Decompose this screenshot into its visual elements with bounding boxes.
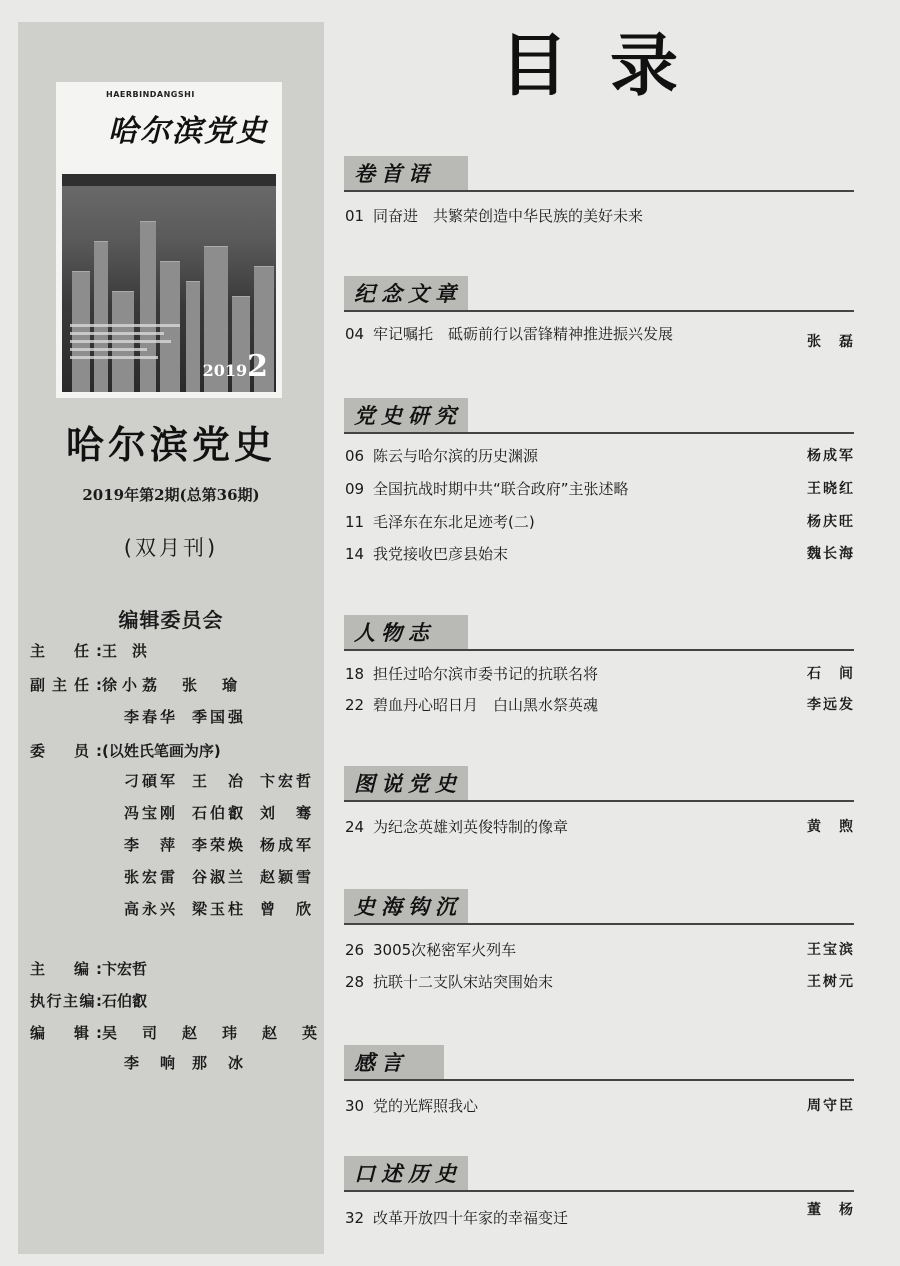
cover-photo bbox=[62, 174, 276, 392]
masthead-panel bbox=[18, 22, 324, 1254]
section-label: 纪念文章 bbox=[344, 276, 468, 312]
board-row-editors2: 李 响 那 冰 bbox=[124, 1054, 247, 1072]
toc-entry[interactable]: 14 我党接收巴彦县始末 魏长海 bbox=[345, 545, 855, 563]
member-row: 张宏雷 谷淑兰 赵颖雪 bbox=[124, 868, 315, 886]
section-rule bbox=[344, 310, 854, 312]
toc-entry[interactable]: 32 改革开放四十年家的幸福变迁 董 杨 bbox=[345, 1202, 855, 1227]
toc-entry[interactable]: 30 党的光辉照我心 周守臣 bbox=[345, 1097, 855, 1115]
building bbox=[94, 241, 108, 392]
cover-latin-title: HAERBINDANGSHI bbox=[106, 90, 195, 99]
board-row-exec: 执行主编:石伯叡 bbox=[30, 992, 148, 1010]
section-rule bbox=[344, 1079, 854, 1081]
magazine-title: 哈尔滨党史 bbox=[65, 423, 276, 467]
toc-entry[interactable]: 28 抗联十二支队宋站突围始末 王树元 bbox=[345, 973, 855, 991]
toc-title: 目录 bbox=[500, 27, 721, 106]
building bbox=[140, 221, 156, 392]
cover-thumbnail bbox=[56, 82, 282, 398]
section-rule bbox=[344, 1190, 854, 1192]
board-row-members: 委 员:(以姓氏笔画为序) bbox=[30, 742, 221, 760]
section-label: 图说党史 bbox=[344, 766, 468, 802]
member-row: 冯宝刚 石伯叡 刘 骞 bbox=[124, 804, 315, 822]
section-label: 党史研究 bbox=[344, 398, 468, 434]
board-row-director: 主 任:王 洪 bbox=[30, 642, 148, 660]
board-row-editors: 编 辑:吴 司 赵 玮 赵 英 bbox=[30, 1024, 323, 1042]
member-row: 刁碩军 王 冶 卞宏哲 bbox=[124, 772, 315, 790]
cover-headline-lines bbox=[70, 324, 180, 364]
toc-entry[interactable]: 11 毛泽东在东北足迹考(二) 杨庆旺 bbox=[345, 513, 855, 531]
member-row: 李 萍 李荣焕 杨成军 bbox=[124, 836, 315, 854]
building bbox=[186, 281, 200, 392]
toc-entry[interactable]: 22 碧血丹心昭日月 白山黑水祭英魂 李远发 bbox=[345, 696, 855, 714]
section-label: 人物志 bbox=[344, 615, 468, 651]
section-rule bbox=[344, 432, 854, 434]
cover-issue-number: 20192 bbox=[202, 349, 268, 384]
section-label: 史海钩沉 bbox=[344, 889, 468, 925]
section-rule bbox=[344, 649, 854, 651]
toc-entry[interactable]: 26 3005次秘密军火列车 王宝滨 bbox=[345, 941, 855, 959]
toc-entry[interactable]: 18 担任过哈尔滨市委书记的抗联名将 石 间 bbox=[345, 665, 855, 683]
frequency: (双月刊) bbox=[123, 536, 219, 560]
toc-entry[interactable]: 24 为纪念英雄刘英俊特制的像章 黄 煦 bbox=[345, 818, 855, 836]
section-rule bbox=[344, 800, 854, 802]
section-label: 卷首语 bbox=[344, 156, 468, 192]
section-rule bbox=[344, 190, 854, 192]
section-label: 口述历史 bbox=[344, 1156, 468, 1192]
cover-title: 哈尔滨党史 bbox=[108, 114, 268, 149]
cover-band bbox=[62, 174, 276, 186]
board-row-vice2: 李春华 季国强 bbox=[124, 708, 247, 726]
toc-entry[interactable]: 01 同奋进 共繁荣创造中华民族的美好未来 bbox=[345, 207, 644, 225]
toc-entry[interactable]: 09 全国抗战时期中共“联合政府”主张述略 王晓红 bbox=[345, 480, 855, 498]
board-title: 编辑委员会 bbox=[118, 608, 224, 632]
board-row-chief: 主 编:卞宏哲 bbox=[30, 960, 148, 978]
member-row: 高永兴 梁玉柱 曾 欣 bbox=[124, 900, 315, 918]
issue-line: 2019年第2期(总第36期) bbox=[82, 486, 260, 504]
section-rule bbox=[344, 923, 854, 925]
toc-entry[interactable]: 06 陈云与哈尔滨的历史渊源 杨成军 bbox=[345, 447, 855, 465]
board-row-vice: 副主任:徐小荔 张 瑜 bbox=[30, 676, 243, 694]
toc-entry[interactable]: 04 牢记嘱托 砥砺前行以雷锋精神推进振兴发展 张 磊 bbox=[345, 325, 855, 350]
section-label: 感言 bbox=[344, 1045, 444, 1081]
